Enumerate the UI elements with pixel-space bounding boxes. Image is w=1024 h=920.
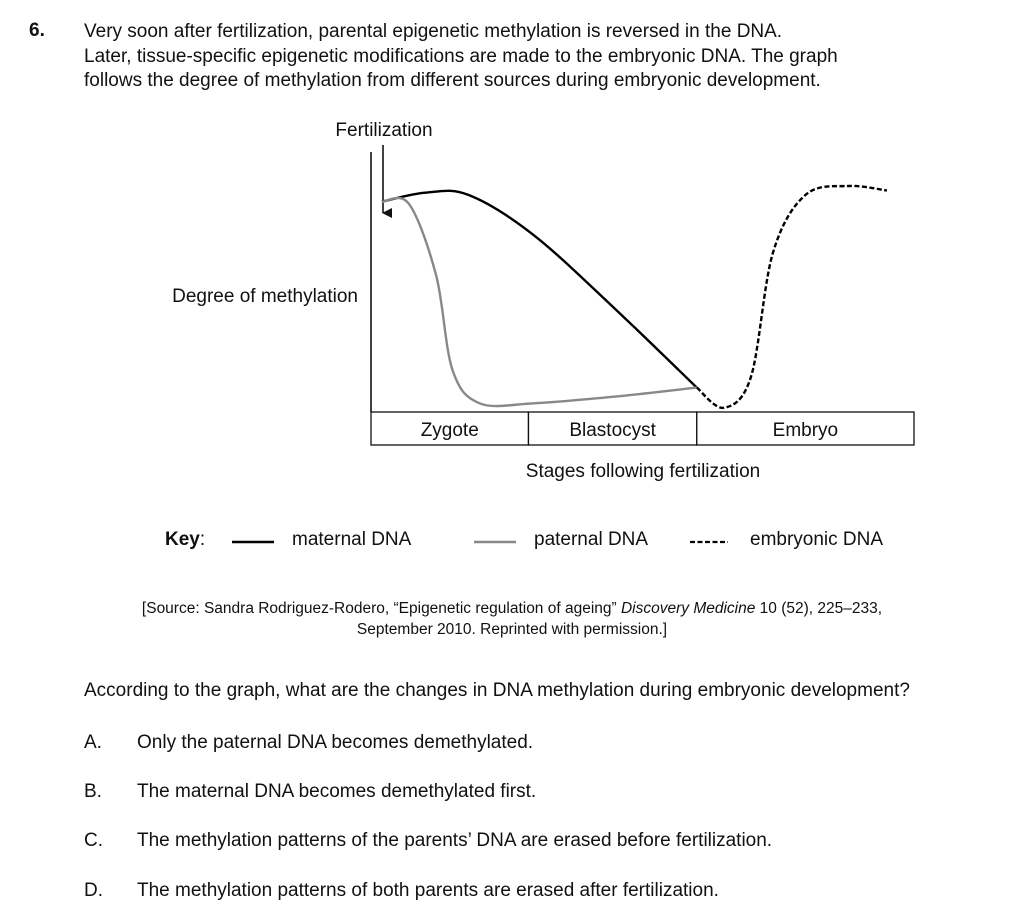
legend-swatch-paternal <box>474 540 518 544</box>
stage-label-blastocyst: Blastocyst <box>569 420 656 441</box>
option-d-letter[interactable]: D. <box>84 880 103 901</box>
intro-line-3: follows the degree of methylation from different sources during embryonic development. <box>84 70 821 91</box>
series-line-paternal <box>382 198 697 406</box>
source-suffix: 10 (52), 225–233, <box>755 600 883 617</box>
option-b-text[interactable]: The maternal DNA becomes demethylated first. <box>137 781 537 802</box>
question-prompt: According to the graph, what are the changes in DNA methylation during embryonic development? <box>84 680 910 701</box>
stage-bar <box>371 412 914 445</box>
fertilization-annotation: Fertilization <box>335 120 433 141</box>
option-a-letter[interactable]: A. <box>84 732 102 753</box>
legend-label-embryonic: embryonic DNA <box>750 529 884 550</box>
key-label-text: Key <box>165 529 200 550</box>
legend-label-maternal: maternal DNA <box>292 529 412 550</box>
option-d-text[interactable]: The methylation patterns of both parents are erased after fertilization. <box>137 880 719 901</box>
question-number: 6. <box>29 20 45 41</box>
option-b-letter[interactable]: B. <box>84 781 102 802</box>
source-prefix: [Source: Sandra Rodriguez-Rodero, “Epigenetic regulation of ageing” <box>141 600 621 617</box>
y-axis-label: Degree of methylation <box>172 286 358 307</box>
source-line-1 <box>0 598 1024 619</box>
key-colon: : <box>199 529 206 550</box>
x-axis-label: Stages following fertilization <box>525 461 761 482</box>
legend-label-paternal: paternal DNA <box>534 529 649 550</box>
intro-line-2: Later, tissue-specific epigenetic modifications are made to the embryonic DNA. The graph <box>84 45 838 67</box>
source-journal: Discovery Medicine <box>620 600 756 617</box>
option-c-text[interactable]: The methylation patterns of the parents’ DNA are erased before fertilization. <box>137 830 773 851</box>
series-layer <box>382 186 887 408</box>
series-line-embryonic <box>697 186 887 408</box>
key-label <box>165 529 205 551</box>
legend-swatch-maternal <box>232 540 276 544</box>
source-citation <box>0 598 1024 640</box>
stage-label-zygote: Zygote <box>420 420 479 441</box>
option-c-letter[interactable]: C. <box>84 830 103 851</box>
intro-line-1: Very soon after fertilization, parental epigenetic methylation is reversed in the DNA. <box>84 21 783 42</box>
stage-label-embryo: Embryo <box>772 420 839 441</box>
series-line-maternal <box>382 191 697 388</box>
legend-swatch-embryonic <box>690 540 730 544</box>
source-line-2: September 2010. Reprinted with permission.] <box>356 621 668 638</box>
option-a-text[interactable]: Only the paternal DNA becomes demethylated. <box>137 732 534 753</box>
